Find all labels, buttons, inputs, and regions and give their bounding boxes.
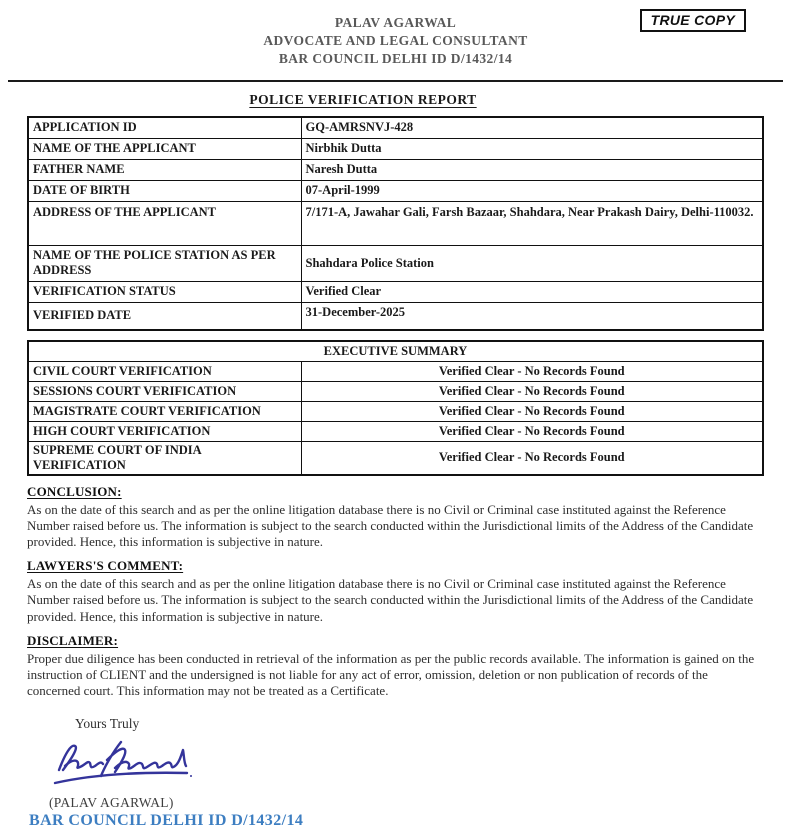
verification-result: Verified Clear - No Records Found: [301, 421, 763, 441]
field-value: Verified Clear: [301, 281, 763, 302]
field-value: 31-December-2025: [301, 302, 763, 330]
field-label: DATE OF BIRTH: [28, 180, 301, 201]
field-value: 07-April-1999: [301, 180, 763, 201]
table-row: [28, 421, 763, 441]
conclusion-heading: CONCLUSION:: [27, 483, 122, 499]
document-title: [0, 91, 736, 109]
field-value: GQ-AMRSNVJ-428: [301, 117, 763, 138]
signatory-bar-council-id: BAR COUNCIL DELHI ID D/1432/14: [29, 812, 304, 830]
field-label: VERIFICATION STATUS: [28, 281, 301, 302]
true-copy-stamp: TRUE COPY: [640, 9, 746, 32]
field-label: VERIFIED DATE: [28, 302, 301, 330]
lawyers-comment-text: As on the date of this search and as per the online litigation database there is no Civil or Criminal case instituted against the Reference Number raised before us. The information is subject to the search conducted within the Jurisdictional limits of the Address of the Candidate provided. Hence, this information is subjective in nature.: [27, 576, 754, 624]
salutation: Yours Truly: [75, 716, 140, 732]
field-label: APPLICATION ID: [28, 117, 301, 138]
field-label: FATHER NAME: [28, 159, 301, 180]
handwritten-signature-icon: [45, 736, 215, 790]
advocate-title: ADVOCATE AND LEGAL CONSULTANT: [263, 33, 528, 48]
lawyers-comment-heading: LAWYERS'S COMMENT:: [27, 558, 184, 574]
verification-label: SUPREME COURT OF INDIA VERIFICATION: [28, 441, 301, 475]
field-value: 7/171-A, Jawahar Gali, Farsh Bazaar, Shahdara, Near Prakash Dairy, Delhi-110032.: [301, 201, 763, 245]
document-title-text: POLICE VERIFICATION REPORT: [249, 92, 477, 107]
table-row: [28, 381, 763, 401]
field-label: NAME OF THE POLICE STATION AS PER ADDRESS: [28, 245, 301, 281]
executive-summary-table: [27, 340, 764, 476]
signatory-name: (PALAV AGARWAL): [49, 795, 174, 811]
table-row: [28, 361, 763, 381]
table-row: [28, 180, 763, 201]
verification-result: Verified Clear - No Records Found: [301, 381, 763, 401]
table-row: [28, 201, 763, 245]
lawyers-comment-section: [27, 558, 764, 625]
disclaimer-text: Proper due diligence has been conducted in retrieval of the information as per the public records available. The information is gained on the instruction of CLIENT and the undersigned is not liable for any act of error, omission, deletion or non publication of records of the concerned court. This information may not be treated as a Certificate.: [27, 650, 755, 699]
applicant-info-table: [27, 116, 764, 331]
disclaimer-heading: DISCLAIMER:: [27, 632, 119, 648]
table-row: [28, 401, 763, 421]
table-row: [28, 245, 763, 281]
table-row: [28, 117, 763, 138]
verification-label: HIGH COURT VERIFICATION: [28, 421, 301, 441]
table-row: [28, 441, 763, 475]
advocate-bar-id: BAR COUNCIL DELHI ID D/1432/14: [278, 51, 513, 66]
table-row: [28, 281, 763, 302]
conclusion-text: As on the date of this search and as per the online litigation database there is no Civil or Criminal case instituted against the Reference Number raised before us. The information is subject to the search conducted within the Jurisdictional limits of the Address of the Candidate provided. Hence, this information is subjective in nature.: [27, 501, 754, 549]
field-label: NAME OF THE APPLICANT: [28, 138, 301, 159]
document-body: [27, 116, 764, 830]
table-row: [28, 159, 763, 180]
conclusion-section: [27, 484, 764, 551]
verification-result: Verified Clear - No Records Found: [301, 441, 763, 475]
table-row: [28, 302, 763, 330]
signature: [45, 736, 764, 795]
field-value: Shahdara Police Station: [301, 245, 763, 281]
verification-result: Verified Clear - No Records Found: [301, 401, 763, 421]
advocate-name: PALAV AGARWAL: [334, 15, 457, 30]
header-divider: [8, 80, 783, 82]
executive-summary-header: EXECUTIVE SUMMARY: [28, 341, 763, 361]
field-label: ADDRESS OF THE APPLICANT: [28, 201, 301, 245]
table-header-row: [28, 341, 763, 361]
verification-label: SESSIONS COURT VERIFICATION: [28, 381, 301, 401]
disclaimer-section: [27, 633, 764, 700]
field-value: Naresh Dutta: [301, 159, 763, 180]
field-value: Nirbhik Dutta: [301, 138, 763, 159]
verification-label: MAGISTRATE COURT VERIFICATION: [28, 401, 301, 421]
table-row: [28, 138, 763, 159]
verification-label: CIVIL COURT VERIFICATION: [28, 361, 301, 381]
verification-result: Verified Clear - No Records Found: [301, 361, 763, 381]
